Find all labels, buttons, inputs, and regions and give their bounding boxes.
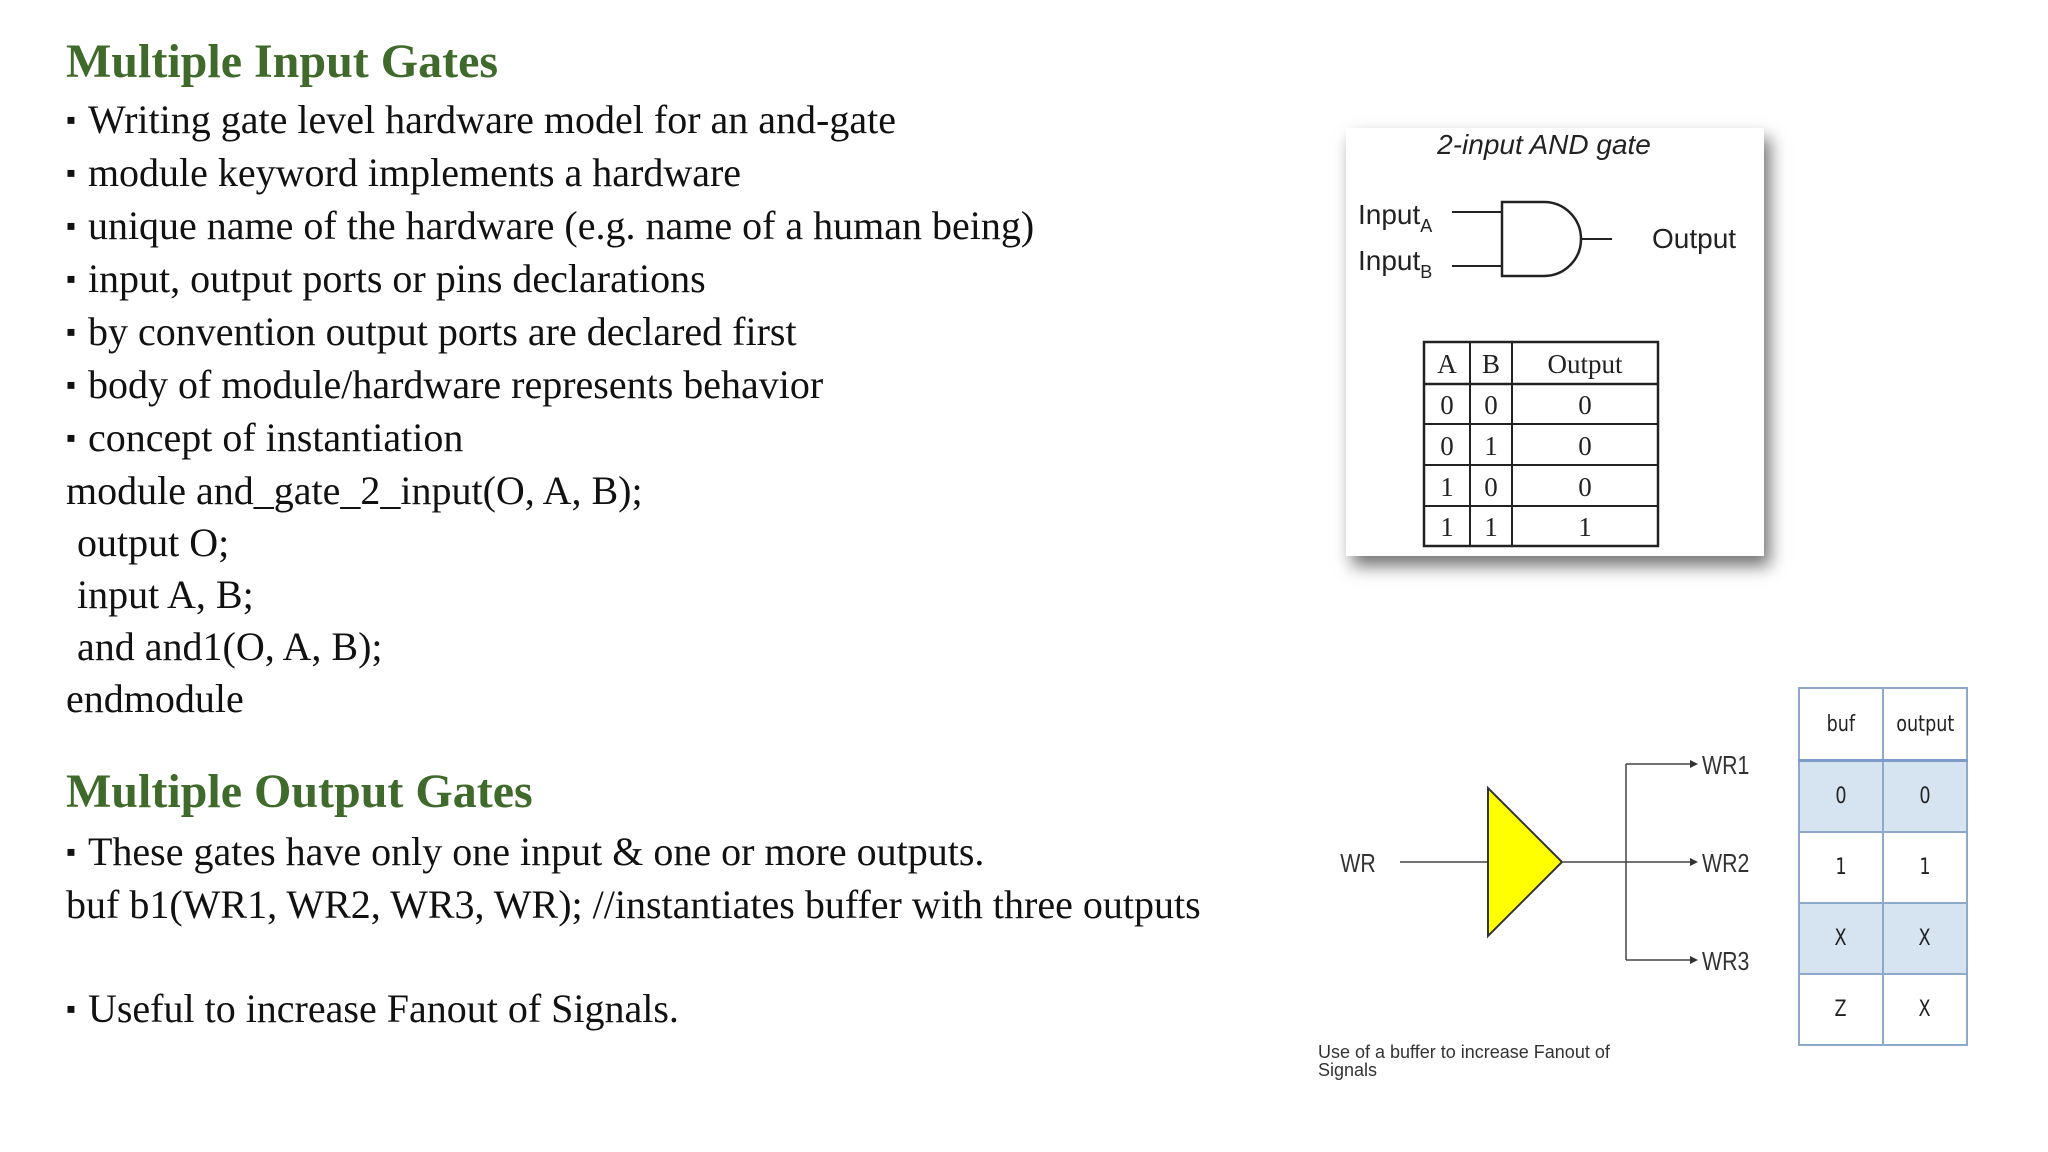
input-a-label: Input$_A$ (1358, 199, 1433, 236)
bullet-item: ▪ module keyword implements a hardware (66, 150, 742, 195)
bullet-icon: ▪ (66, 211, 76, 242)
and-gate-figure (1346, 128, 1764, 556)
header-a: A (1437, 349, 1457, 379)
table-cell: X (1883, 974, 1967, 1045)
table-row (1799, 903, 1967, 974)
table-cell: Z (1799, 974, 1883, 1045)
arrow-icon (1690, 760, 1698, 768)
bullet-icon: ▪ (66, 837, 76, 868)
code-line: endmodule (66, 676, 244, 721)
bullet-icon: ▪ (66, 105, 76, 136)
table-cell: 1 (1484, 431, 1498, 461)
header-buf: buf (1799, 688, 1883, 761)
bullet-item: ▪ unique name of the hardware (e.g. name of a human being) (66, 203, 1035, 248)
table-cell: 0 (1578, 390, 1592, 420)
table-cell: 1 (1799, 832, 1883, 903)
and-gate-diagram (1346, 128, 1764, 556)
table-cell: 0 (1883, 761, 1967, 833)
input-gates-bullet-list (66, 94, 1034, 725)
table-row (1799, 761, 1967, 833)
truth-table-border (1424, 342, 1658, 546)
buffer-output-label: WR1 (1702, 751, 1750, 781)
header-output: Output (1547, 349, 1623, 379)
table-cell: 1 (1578, 512, 1592, 542)
output-label: Output (1652, 223, 1737, 254)
table-cell: 0 (1578, 431, 1592, 461)
code-line: buf b1(WR1, WR2, WR3, WR); //instantiates buffer with three outputs (66, 882, 1201, 927)
table-cell: 1 (1883, 832, 1967, 903)
buffer-triangle-icon (1488, 788, 1562, 936)
code-line: and and1(O, A, B); (77, 624, 383, 669)
table-cell: 0 (1578, 472, 1592, 502)
code-line: input A, B; (77, 572, 254, 617)
bullet-item: ▪ by convention output ports are declared first (66, 309, 797, 354)
bullet-item: ▪ input, output ports or pins declarations (66, 256, 706, 301)
header-output: output (1883, 688, 1967, 761)
table-header-row (1799, 688, 1967, 761)
input-b-label: Input$_B$ (1358, 245, 1433, 282)
code-line: module and_gate_2_input(O, A, B); (66, 468, 643, 513)
arrow-icon (1690, 858, 1698, 866)
arrow-icon (1690, 956, 1698, 964)
table-cell: 1 (1484, 512, 1498, 542)
table-cell: 1 (1440, 512, 1454, 542)
and-gate-title: 2-input AND gate (1437, 129, 1651, 160)
table-row (1799, 974, 1967, 1045)
section-title-input-gates: Multiple Input Gates (66, 35, 499, 88)
bullet-item: ▪ body of module/hardware represents behavior (66, 362, 824, 407)
and-gate-icon (1502, 202, 1581, 276)
table-cell: 1 (1440, 472, 1454, 502)
bullet-icon: ▪ (66, 423, 76, 454)
table-cell: 0 (1799, 761, 1883, 833)
buffer-output-label: WR3 (1702, 947, 1750, 977)
code-line: output O; (77, 520, 230, 565)
blank-line (66, 931, 1201, 983)
table-cell: 0 (1440, 431, 1454, 461)
and-truth-table (1424, 342, 1658, 546)
header-b: B (1481, 349, 1501, 379)
buffer-figure-caption: Use of a buffer to increase Fanout of Signals (1318, 1042, 1610, 1080)
bullet-item: ▪ These gates have only one input & one or more outputs. (66, 829, 985, 874)
buffer-fanout-diagram (1330, 740, 1770, 1000)
buffer-output-label: WR2 (1702, 849, 1750, 879)
buffer-truth-table (1798, 687, 1968, 1046)
bullet-item: ▪ Useful to increase Fanout of Signals. (66, 986, 679, 1031)
bullet-item: ▪ concept of instantiation (66, 415, 464, 460)
bullet-icon: ▪ (66, 370, 76, 401)
section-title-output-gates: Multiple Output Gates (66, 765, 533, 818)
table-cell: 0 (1484, 472, 1498, 502)
output-gates-text (66, 826, 1201, 1036)
bullet-item: ▪ Writing gate level hardware model for an and-gate (66, 97, 896, 142)
buffer-input-label: WR (1340, 849, 1376, 879)
table-row (1799, 832, 1967, 903)
bullet-icon: ▪ (66, 994, 76, 1025)
bullet-icon: ▪ (66, 158, 76, 189)
table-cell: 0 (1484, 390, 1498, 420)
bullet-icon: ▪ (66, 317, 76, 348)
bullet-icon: ▪ (66, 264, 76, 295)
table-cell: X (1883, 903, 1967, 974)
table-cell: 0 (1440, 390, 1454, 420)
table-cell: X (1799, 903, 1883, 974)
